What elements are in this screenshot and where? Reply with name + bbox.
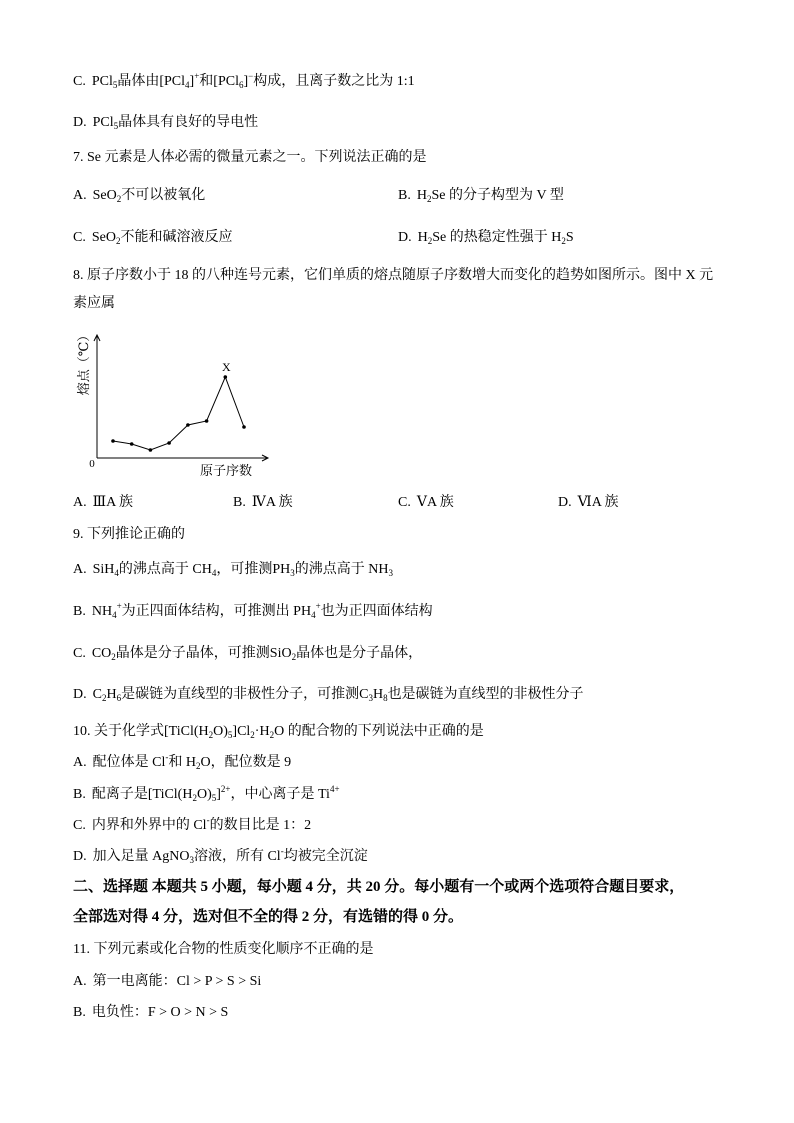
option-label: D.	[73, 849, 87, 864]
subscript: 3	[290, 568, 295, 578]
text-run: 和[PCl	[199, 74, 239, 89]
text-run: ·H	[254, 724, 270, 739]
subscript: 4	[112, 610, 117, 620]
option-text: ⅤA 族	[416, 495, 454, 510]
q7-options-row-1	[73, 187, 723, 205]
text-run: 晶体也是分子晶体，	[296, 646, 423, 661]
text-run: S	[565, 230, 574, 245]
option-label: D.	[558, 495, 572, 510]
subscript: 2	[426, 194, 432, 204]
data-point	[186, 423, 190, 427]
q9-option-a	[73, 561, 393, 579]
text-run: 均被完全沉淀	[283, 849, 368, 864]
q11-option-a	[73, 973, 261, 991]
q10-stem	[73, 723, 484, 741]
text-run: ]	[243, 74, 249, 89]
section-heading-line-1: 二、选择题 本题共 5 小题，每小题 4 分，共 20 分。每小题有一个或两个选项符合题目要求，	[73, 879, 685, 895]
superscript: +	[315, 601, 321, 611]
subscript: 3	[388, 568, 394, 578]
option-text	[93, 188, 206, 203]
text-run: PCl	[92, 115, 114, 130]
text-run: 也为正四面体结构	[320, 604, 433, 619]
text-run: ]	[189, 74, 195, 89]
text-run: 的沸点高于 NH	[294, 562, 389, 577]
option-text	[92, 846, 368, 865]
superscript: +	[116, 601, 122, 611]
text-run: ]Cl	[232, 724, 251, 739]
option-text	[93, 687, 584, 702]
subscript: 6	[116, 693, 122, 703]
q10-option-a	[73, 754, 291, 772]
text-run: H	[372, 687, 384, 702]
option-label: C.	[398, 495, 411, 510]
option-label: A.	[73, 974, 87, 989]
option-label: C.	[73, 646, 86, 661]
q7-option-d	[398, 229, 574, 247]
q10-option-d	[73, 848, 368, 866]
q8-stem-line-1: 8. 原子序数小于 18 的八种连号元素，它们单质的熔点随原子序数增大而变化的趋势如图所示。图中 X 元	[73, 268, 714, 283]
data-point	[242, 425, 246, 429]
q7-option-c	[73, 229, 232, 247]
option-label: C.	[73, 230, 86, 245]
q6-option-c	[73, 73, 415, 91]
subscript: 5	[211, 793, 217, 803]
option-text	[91, 815, 312, 833]
superscript: −	[248, 71, 254, 81]
option-label: A.	[73, 188, 87, 203]
text-run: 构成，且离子数之比为 1:1	[253, 74, 415, 89]
text-run: 10. 关于化学式[TiCl(H	[73, 724, 209, 739]
text-run: 配离子是[TiCl(H	[91, 787, 193, 802]
text-run: 加入足量 AgNO	[92, 849, 190, 864]
subscript: 3	[189, 855, 194, 865]
origin-label: 0	[89, 458, 95, 470]
q6-option-d	[73, 114, 258, 132]
y-axis-label: 熔点（℃）	[75, 328, 91, 396]
subscript: 2	[192, 793, 197, 803]
text-run: ]	[216, 787, 221, 802]
text-run: H	[417, 230, 428, 245]
data-point	[224, 375, 228, 379]
option-label: A.	[73, 562, 87, 577]
q7-option-b	[398, 187, 564, 205]
text-run: 不能和碱溶液反应	[120, 230, 233, 245]
text-run: H	[416, 188, 427, 203]
option-text	[91, 784, 340, 803]
subscript: 2	[427, 236, 433, 246]
text-run: O)	[213, 724, 228, 739]
option-text	[93, 115, 259, 130]
text-run: 不可以被氧化	[121, 188, 206, 203]
text-run: 为正四面体结构，可推测出 PH	[121, 604, 312, 619]
superscript: 4+	[329, 784, 340, 794]
subscript: 3	[368, 693, 373, 703]
option-label: B.	[73, 1005, 86, 1020]
series-line	[113, 377, 244, 450]
q11-option-b	[73, 1004, 228, 1022]
subscript: 2	[101, 693, 107, 703]
q9-stem: 9. 下列推论正确的	[73, 527, 185, 542]
option-text	[92, 752, 292, 771]
option-label: B.	[398, 188, 411, 203]
option-label: C.	[73, 818, 86, 833]
data-point	[149, 448, 153, 452]
option-text: 第一电离能：Cl > P > S > Si	[92, 974, 262, 989]
text-run: 晶体具有良好的导电性	[118, 115, 259, 130]
chart-series	[111, 360, 246, 452]
subscript: 2	[208, 730, 214, 740]
text-run: SeO	[91, 230, 116, 245]
text-run: 晶体是分子晶体，可推测SiO	[115, 646, 292, 661]
option-text	[418, 230, 574, 245]
superscript: -	[280, 846, 284, 856]
option-label: D.	[73, 687, 87, 702]
option-text	[93, 562, 393, 577]
q7-stem: 7. Se 元素是人体必需的微量元素之一。下列说法正确的是	[73, 150, 427, 165]
q8-stem-line-2: 素应属	[73, 296, 115, 311]
text-run: 溶液，所有 Cl	[193, 849, 281, 864]
text-run: SiH	[92, 562, 115, 577]
text-run: PCl	[91, 74, 113, 89]
text-run: CO	[91, 646, 112, 661]
q9-option-d	[73, 686, 584, 704]
option-text: ⅢA 族	[92, 495, 133, 510]
data-point	[167, 441, 171, 445]
text-run: ，中心离子是 Ti	[230, 787, 330, 802]
q8-option-d	[558, 494, 619, 512]
q8-option-c	[398, 494, 454, 512]
subscript: 5	[112, 80, 118, 90]
q8-option-b	[233, 494, 293, 512]
text-run: 内界和外界中的 Cl	[91, 818, 207, 833]
option-text	[91, 71, 415, 90]
option-label: B.	[233, 495, 246, 510]
subscript: 4	[211, 568, 217, 578]
point-label: X	[221, 360, 231, 374]
melting-point-chart	[70, 325, 280, 485]
q7-option-a	[73, 187, 205, 205]
option-text: ⅥA 族	[577, 495, 619, 510]
data-point	[130, 442, 134, 446]
text-run: Se 的分子构型为 V 型	[431, 188, 564, 203]
text-run: 配位体是 Cl	[92, 755, 166, 770]
q7-options-row-2	[73, 229, 723, 247]
option-text	[91, 601, 433, 620]
text-run: 和 H	[168, 755, 196, 770]
subscript: 2	[250, 730, 255, 740]
option-text: ⅣA 族	[251, 495, 293, 510]
text-run: Se 的热稳定性强于 H	[432, 230, 562, 245]
subscript: 4	[185, 80, 190, 90]
option-label: B.	[73, 787, 86, 802]
text-run: H	[106, 687, 117, 702]
subscript: 2	[195, 761, 201, 771]
subscript: 4	[114, 568, 119, 578]
subscript: 2	[111, 652, 116, 662]
text-run: SeO	[92, 188, 117, 203]
superscript: +	[194, 71, 200, 81]
text-run: O)	[196, 787, 212, 802]
text-run: ，可推测PH	[216, 562, 291, 577]
text-run: 的沸点高于 CH	[118, 562, 212, 577]
superscript: 2+	[220, 784, 231, 794]
option-label: A.	[73, 495, 87, 510]
x-axis-label: 原子序数	[199, 463, 253, 478]
text-run: 的数目比是 1：2	[209, 818, 312, 833]
subscript: 2	[269, 730, 275, 740]
option-label: D.	[73, 115, 87, 130]
option-text	[92, 646, 422, 661]
section-heading-line-2: 全部选对得 4 分，选对但不全的得 2 分，有选错的得 0 分。	[73, 909, 464, 925]
q9-option-c	[73, 645, 422, 663]
option-text	[92, 230, 233, 245]
subscript: 2	[561, 236, 566, 246]
text-run: C	[92, 687, 102, 702]
q8-options-row	[73, 494, 723, 512]
text-run: 晶体由[PCl	[117, 74, 186, 89]
text-run: 是碳链为直线型的非极性分子，可推测C	[121, 687, 369, 702]
option-label: A.	[73, 755, 87, 770]
option-text: 电负性：F > O > N > S	[91, 1005, 229, 1020]
q8-option-a	[73, 494, 133, 512]
data-point	[111, 439, 115, 443]
subscript: 2	[116, 194, 122, 204]
subscript: 2	[291, 652, 297, 662]
subscript: 5	[113, 121, 119, 131]
q9-option-b	[73, 603, 433, 621]
superscript: -	[206, 815, 210, 825]
superscript: -	[165, 752, 169, 762]
q11-stem: 11. 下列元素或化合物的性质变化顺序不正确的是	[73, 942, 374, 957]
option-label: C.	[73, 74, 86, 89]
text-run: O 的配合物的下列说法中正确的是	[274, 724, 484, 739]
q10-option-b	[73, 786, 340, 804]
option-text	[417, 188, 564, 203]
data-point	[205, 419, 209, 423]
subscript: 5	[227, 730, 233, 740]
text-run: 也是碳链为直线型的非极性分子	[387, 687, 584, 702]
subscript: 8	[383, 693, 388, 703]
subscript: 4	[311, 610, 316, 620]
q10-option-c	[73, 817, 311, 835]
text-run: O，配位数是 9	[200, 755, 292, 770]
option-label: B.	[73, 604, 86, 619]
option-label: D.	[398, 230, 412, 245]
subscript: 6	[238, 80, 244, 90]
text-run: NH	[91, 604, 113, 619]
subscript: 2	[115, 236, 121, 246]
